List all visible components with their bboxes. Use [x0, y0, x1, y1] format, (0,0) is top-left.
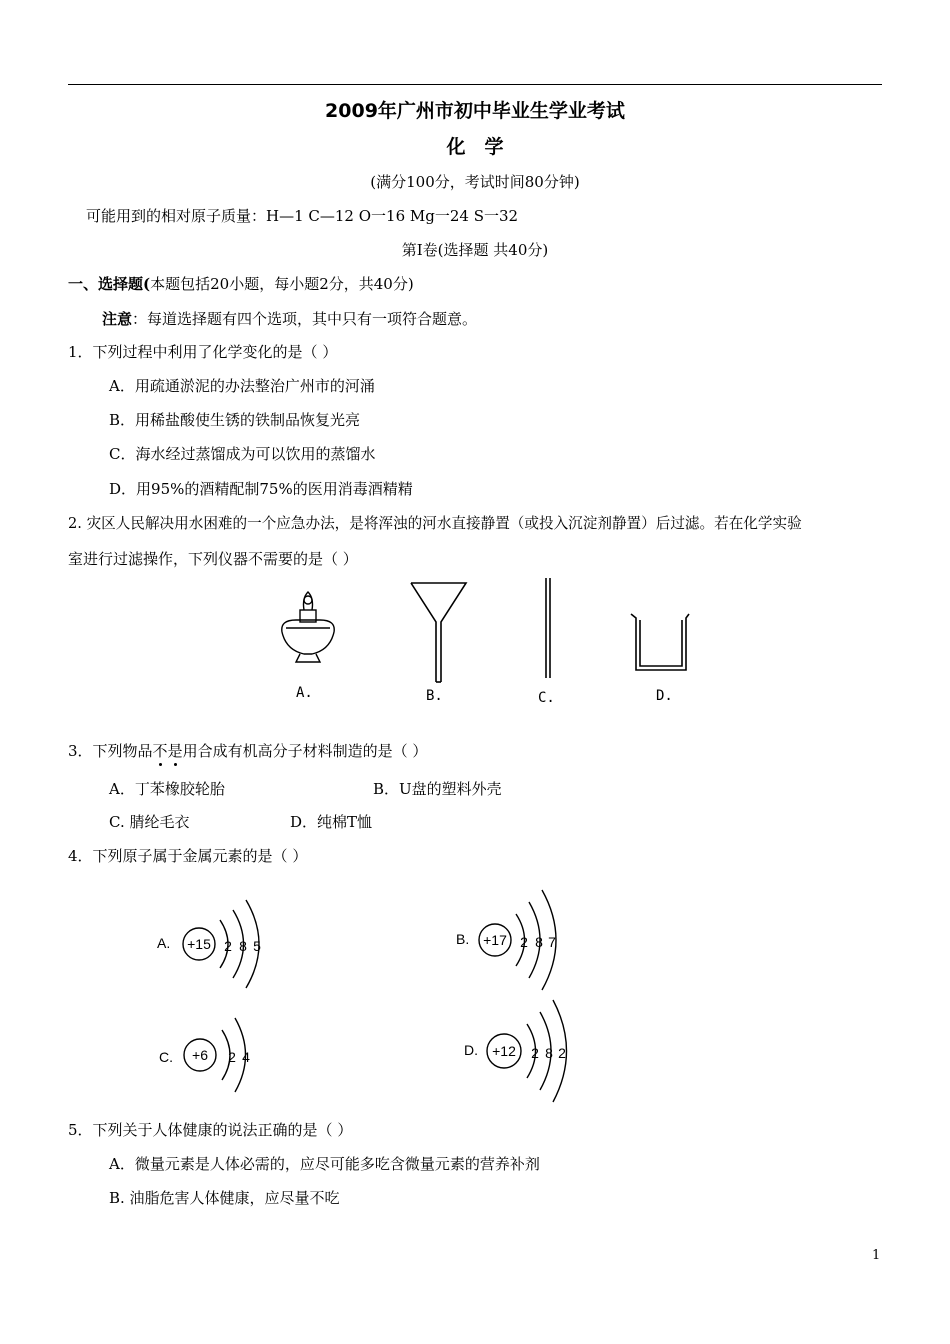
section-note — [102, 308, 477, 329]
glass-rod-icon — [546, 578, 550, 678]
q1-stem: 1．下列过程中利用了化学变化的是（ ） — [68, 343, 338, 361]
apparatus-b-label: B. — [426, 688, 443, 704]
atom-a-shell-1: 2 — [224, 938, 232, 954]
volume-heading: 第Ⅰ卷(选择题 共40分) — [401, 241, 549, 259]
q3-option-b: B．U盘的塑料外壳 — [373, 780, 502, 798]
note-label: 注意 — [102, 310, 133, 328]
atom-a-nucleus: +15 — [187, 936, 211, 952]
q2-apparatus-figure — [0, 570, 950, 715]
atom-structure-a — [157, 900, 261, 988]
page-number: 1 — [872, 1248, 881, 1263]
note-text: ：每道选择题有四个选项，其中只有一项符合题意。 — [132, 310, 478, 328]
apparatus-a-label: A. — [296, 685, 313, 701]
q2-stem-line2: 室进行过滤操作，下列仪器不需要的是（ ） — [68, 550, 358, 568]
atom-c-shell-2: 4 — [242, 1049, 250, 1065]
q3-emphasis-2: 是 — [167, 742, 183, 760]
q5-option-a: A．微量元素是人体必需的，应尽可能多吃含微量元素的营养补剂 — [109, 1155, 540, 1173]
section-heading — [68, 273, 414, 294]
q5-option-b: B. 油脂危害人体健康，应尽量不吃 — [109, 1189, 340, 1207]
q4-stem: 4．下列原子属于金属元素的是（ ） — [68, 847, 308, 865]
funnel-icon — [411, 583, 466, 682]
atom-d-shell-1: 2 — [531, 1045, 539, 1061]
atom-d-label: D. — [464, 1042, 478, 1058]
apparatus-c-label: C. — [538, 690, 555, 706]
atom-b-label: B. — [456, 931, 470, 947]
q3-stem — [68, 740, 427, 761]
alcohol-lamp-icon — [282, 592, 334, 662]
atom-b-shell-2: 8 — [535, 934, 543, 950]
atom-d-shell-2: 8 — [545, 1045, 553, 1061]
q3-option-a: A．丁苯橡胶轮胎 — [109, 780, 225, 798]
atom-b-shell-1: 2 — [520, 934, 528, 950]
exam-title: 2009年广州市初中毕业生学业考试 — [325, 100, 625, 122]
beaker-icon — [631, 614, 689, 670]
score-note: (满分100分，考试时间80分钟) — [370, 173, 580, 191]
atom-c-nucleus: +6 — [192, 1047, 208, 1063]
atom-structure-b — [456, 890, 556, 990]
atom-c-label: C. — [159, 1049, 173, 1065]
atom-a-label: A. — [157, 935, 171, 951]
q3-option-c: C. 腈纶毛衣 — [109, 813, 190, 831]
q1-option-d: D．用95%的酒精配制75%的医用消毒酒精精 — [109, 480, 413, 498]
q3-stem-post: 用合成有机高分子材料制造的是（ ） — [182, 742, 428, 760]
atomic-mass-line: 可能用到的相对原子质量：H—1 C—12 O一16 Mg一24 S一32 — [86, 207, 519, 225]
atom-structure-d — [464, 1000, 567, 1102]
atom-b-shell-3: 7 — [548, 934, 556, 950]
apparatus-d-label: D. — [656, 688, 673, 704]
q3-emphasis-1: 不 — [152, 742, 168, 760]
atom-d-nucleus: +12 — [492, 1043, 516, 1059]
q2-stem-line1: 2. 灾区人民解决用水困难的一个应急办法，是将浑浊的河水直接静置（或投入沉淀剂静置）后过滤。若在化学实验 — [68, 515, 802, 532]
q1-option-c: C．海水经过蒸馏成为可以饮用的蒸馏水 — [109, 445, 376, 463]
atom-d-shell-3: 2 — [558, 1045, 566, 1061]
q1-option-a: A．用疏通淤泥的办法整治广州市的河涌 — [109, 377, 375, 395]
section-heading-rest: 本题包括20小题，每小题2分，共40分) — [150, 275, 414, 293]
q1-option-b: B．用稀盐酸使生锈的铁制品恢复光亮 — [109, 411, 361, 429]
exam-subject: 化 学 — [446, 136, 504, 158]
q3-stem-pre: 3．下列物品 — [68, 742, 153, 760]
q3-option-d: D．纯棉T恤 — [290, 813, 373, 831]
header-rule — [68, 84, 882, 85]
q4-atom-diagrams — [0, 880, 950, 1110]
q5-stem: 5．下列关于人体健康的说法正确的是（ ） — [68, 1121, 353, 1139]
atom-b-nucleus: +17 — [483, 932, 507, 948]
atom-c-shell-1: 2 — [228, 1049, 236, 1065]
atom-a-shell-3: 5 — [253, 938, 261, 954]
section-heading-bold: 一、选择题( — [68, 275, 151, 293]
atom-structure-c — [159, 1018, 250, 1092]
atom-a-shell-2: 8 — [239, 938, 247, 954]
